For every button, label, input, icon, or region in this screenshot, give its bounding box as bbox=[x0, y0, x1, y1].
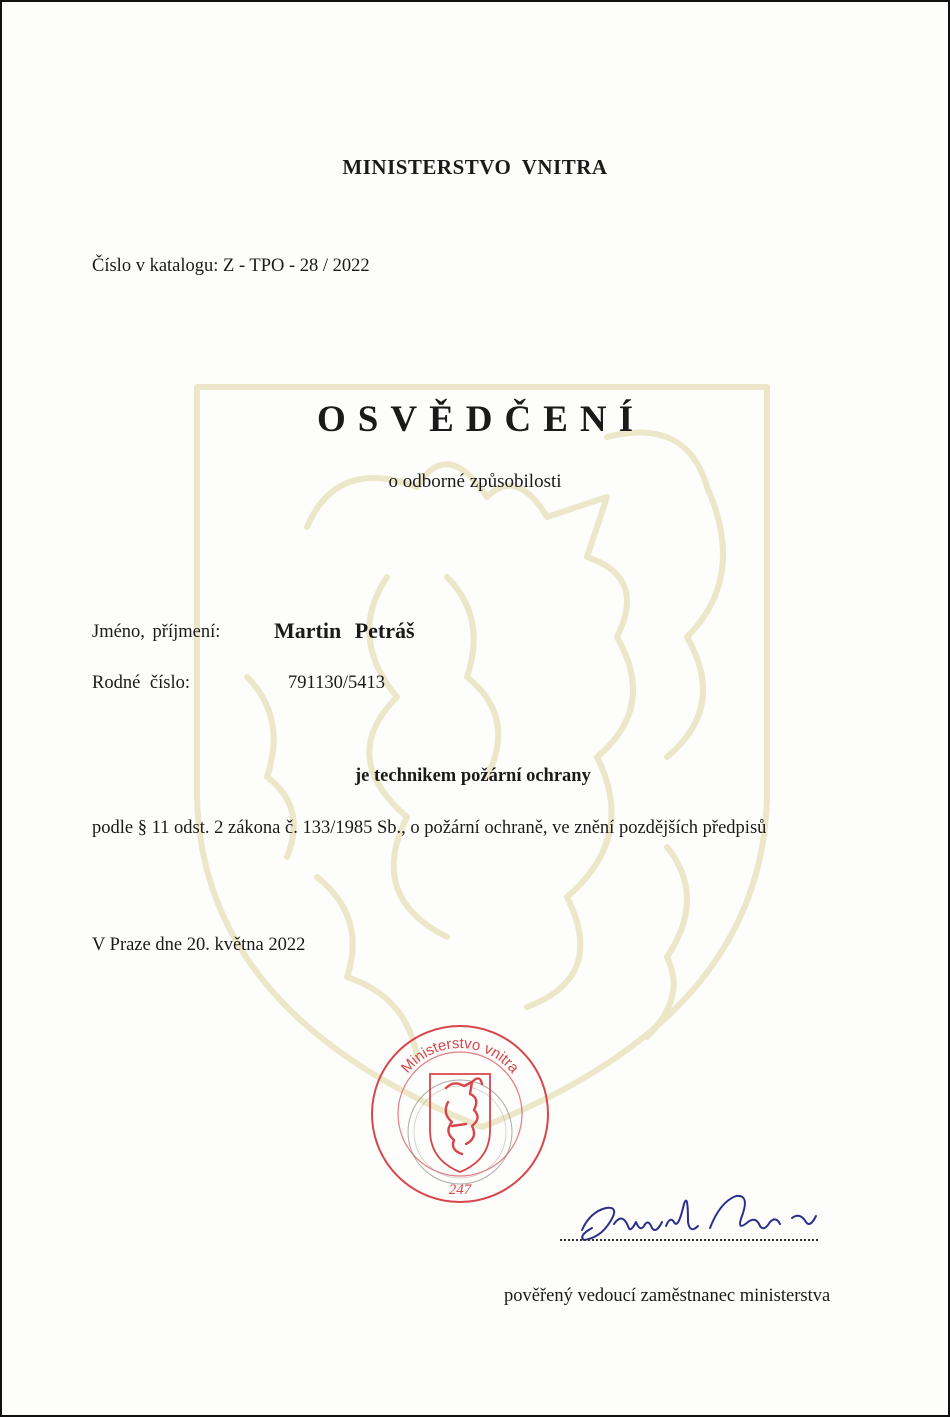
official-stamp bbox=[368, 1022, 552, 1206]
legal-basis: podle § 11 odst. 2 zákona č. 133/1985 Sb., o požární ochraně, ve znění pozdějších předpisů bbox=[92, 818, 767, 838]
catalog-number: Číslo v katalogu: Z - TPO - 28 / 2022 bbox=[92, 256, 370, 276]
issuer-heading: MINISTERSTVO VNITRA bbox=[342, 155, 608, 179]
signatory-title: pověřený vedoucí zaměstnanec ministerstva bbox=[504, 1286, 831, 1306]
signature-line bbox=[560, 1239, 818, 1241]
stamp-text: Ministerstvo vnitra bbox=[397, 1034, 523, 1077]
signature-image bbox=[570, 1182, 840, 1262]
place-and-date: V Praze dne 20. května 2022 bbox=[92, 935, 306, 955]
stamp-number: 247 bbox=[448, 1182, 472, 1198]
certificate-subtitle: o odborné způsobilosti bbox=[388, 471, 562, 492]
certificate-title: OSVĚDČENÍ bbox=[317, 399, 645, 440]
birth-number-value: 791130/5413 bbox=[288, 673, 385, 693]
name-label: Jméno, příjmení: bbox=[92, 622, 221, 642]
lion-emblem-icon bbox=[446, 1078, 482, 1154]
birth-number-label: Rodné číslo: bbox=[92, 673, 191, 693]
holder-name: Martin Petráš bbox=[274, 618, 415, 643]
role-statement: je technikem požární ochrany bbox=[355, 766, 591, 786]
